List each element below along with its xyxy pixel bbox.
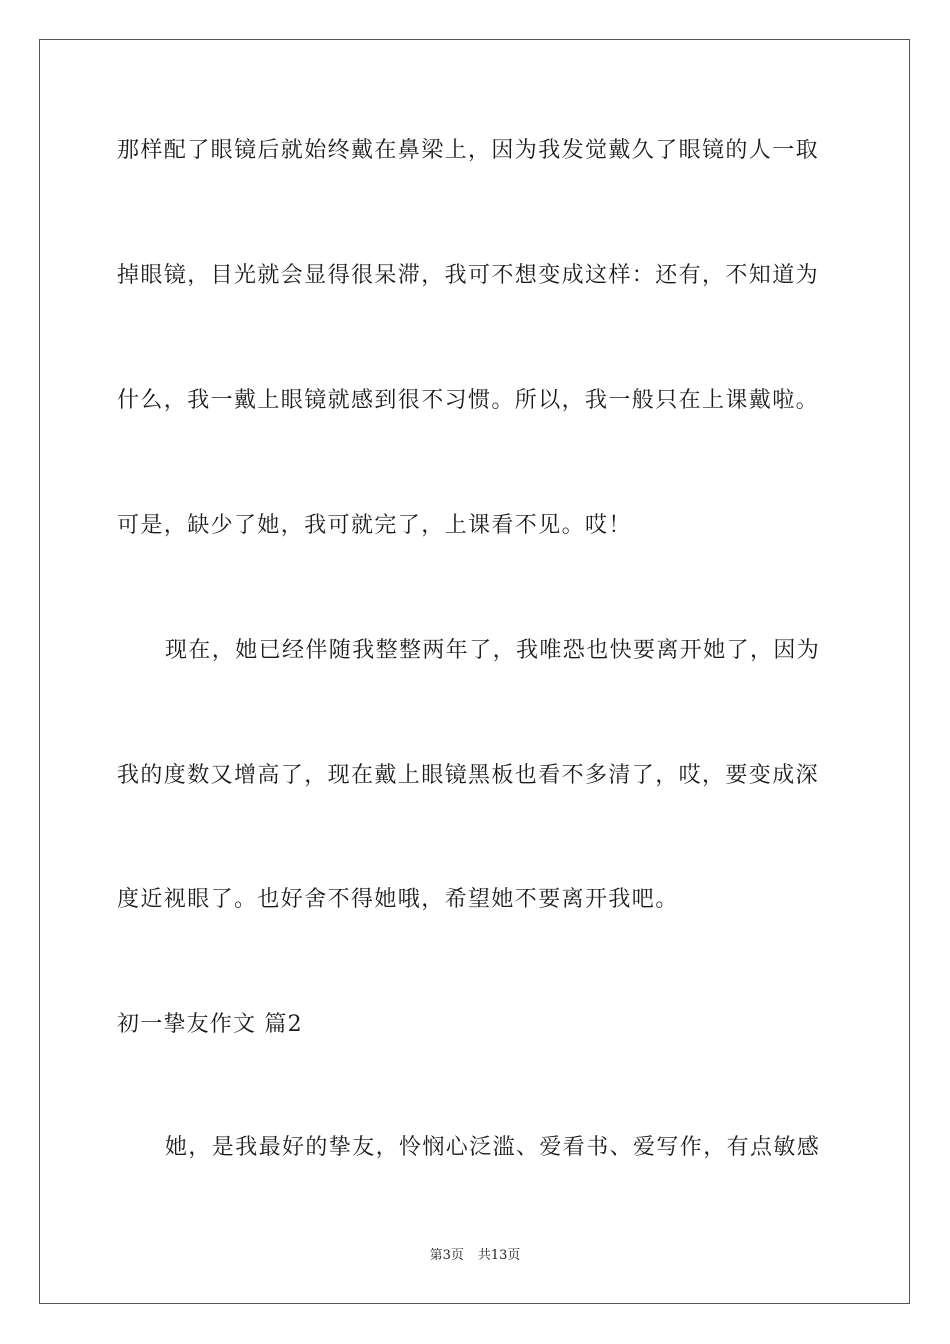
body-text-line: 掉眼镜，目光就会显得很呆滞，我可不想变成这样：还有，不知道为 (117, 263, 820, 288)
body-text-line: 我的度数又增高了，现在戴上眼镜黑板也看不多清了，哎，要变成深 (117, 763, 820, 788)
body-text-line: 那样配了眼镜后就始终戴在鼻梁上，因为我发觉戴久了眼镜的人一取 (117, 138, 820, 163)
body-text-line: 度近视眼了。也好舍不得她哦，希望她不要离开我吧。 (117, 887, 679, 912)
page-number: 第3页 (429, 1248, 464, 1263)
page-footer (0, 1247, 950, 1265)
body-text-line: 什么，我一戴上眼镜就感到很不习惯。所以，我一般只在上课戴啦。 (117, 388, 820, 413)
body-text-line: 现在，她已经伴随我整整两年了，我唯恐也快要离开她了，因为 (165, 638, 821, 663)
body-text-line: 可是，缺少了她，我可就完了，上课看不见。哎！ (117, 513, 632, 538)
page-frame (39, 39, 910, 1304)
body-text-line: 她，是我最好的挚友，怜悯心泛滥、爱看书、爱写作，有点敏感 (165, 1135, 821, 1160)
page-total: 共13页 (477, 1248, 521, 1263)
section-heading: 初一挚友作文 篇2 (117, 1012, 303, 1037)
